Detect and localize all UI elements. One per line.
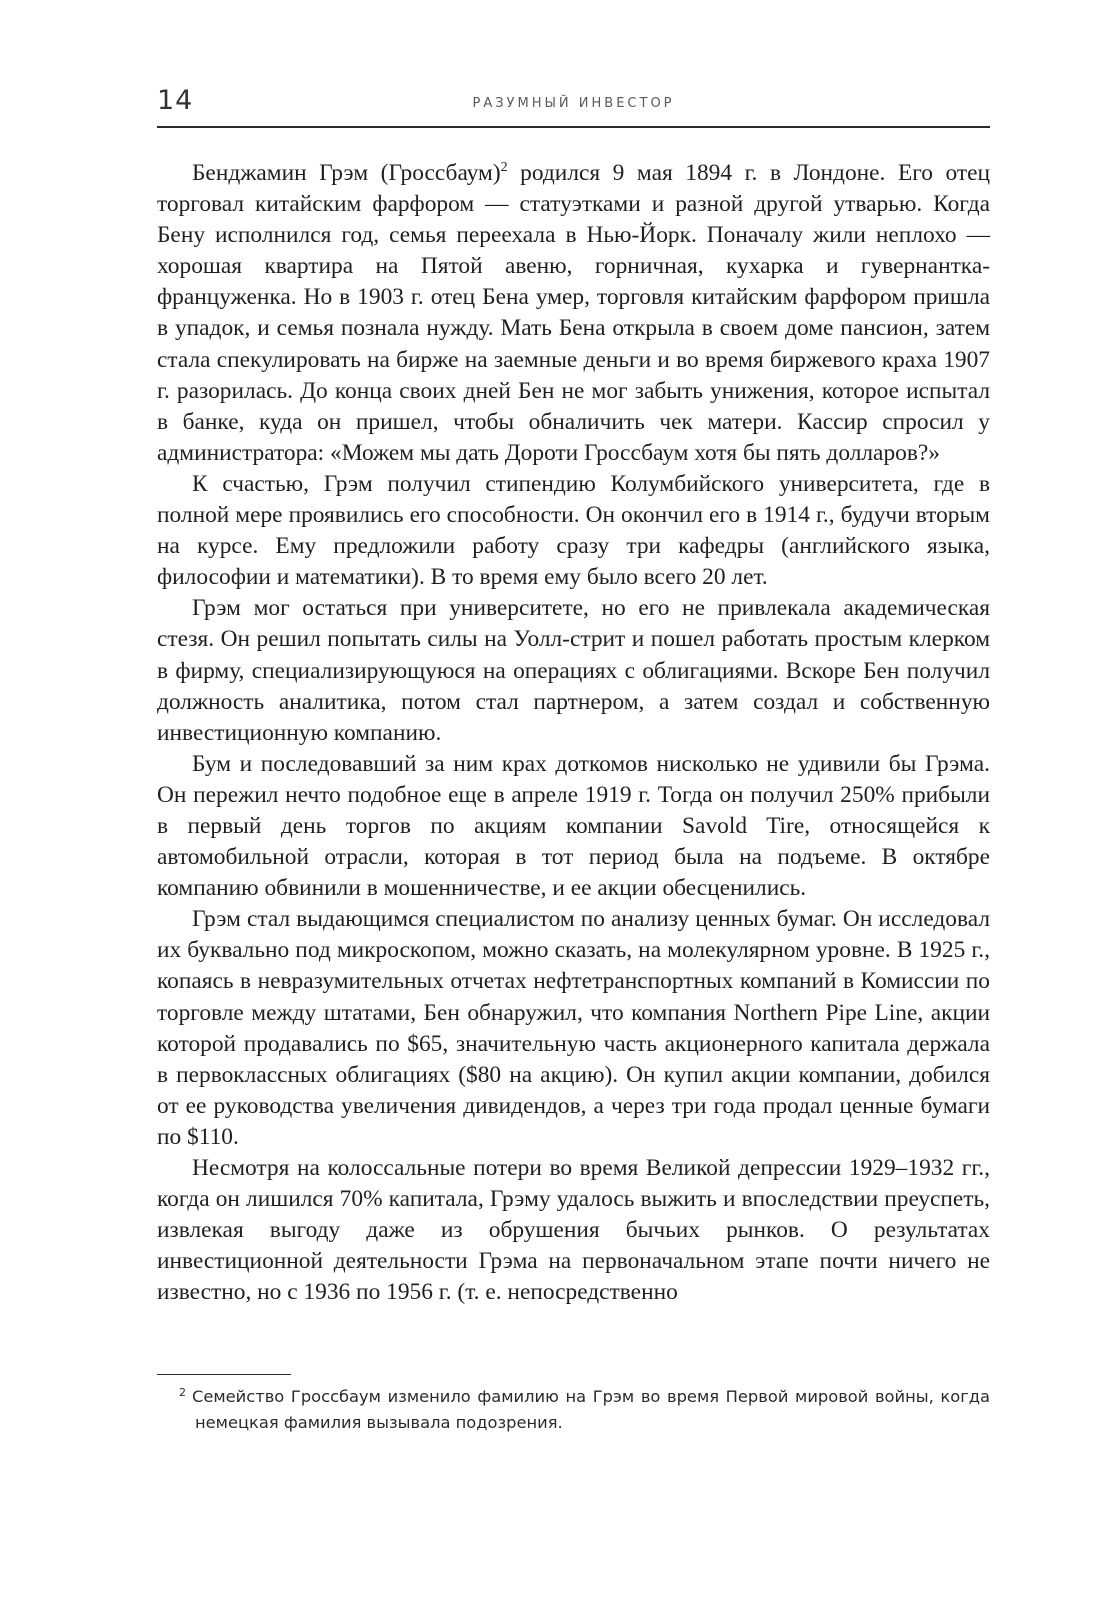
paragraph: Грэм стал выдающимся специалистом по анализу ценных бумаг. Он исследовал их буквально под микроскопом, можно сказать, на молекулярном уровне. В 1925 г., копаясь в невразумительных отчетах нефтетранспортных компаний в Комиссии по торговле между штатами, Бен обнаружил, что компания Northern Pipe Line, акции которой продавались по $65, значительную часть акционерного капитала держала в первоклассных облигациях ($80 на акцию). Он купил акции компании, добился от ее руководства увеличения дивидендов, а через три года продал ценные бумаги по $110.	[157, 906, 990, 1150]
paragraph: Грэм мог остаться при университете, но его не привлекала академическая стезя. Он решил попытать силы на Уолл-стрит и пошел работать простым клерком в фирму, специализирующуюся на операциях с облигациями. Вскоре Бен получил должность аналитика, потом стал партнером, а затем создал и собственную инвестиционную компанию.	[157, 595, 990, 746]
footnote-marker: 2	[179, 1385, 186, 1399]
paragraph: Бум и последовавший за ним крах доткомов нисколько не удивили бы Грэма. Он пережил нечто подобное еще в апреле 1919 г. Тогда он получил 250% прибыли в первый день торгов по акциям компании Savold Tire, относящейся к автомобильной отрасли, которая в тот период была на подъеме. В октябре компанию обвинили в мошенничестве, и ее акции обесценились.	[157, 750, 990, 902]
paragraph-text: родился 9 мая 1894 г. в Лондоне. Его отец торговал китайским фарфором — статуэтками и разной другой утварью. Когда Бену исполнился год, семья переехала в Нью-Йорк. Поначалу жили неплохо — хорошая квартира на Пятой авеню, горничная, кухарка и гувернантка-француженка. Но в 1903 г. отец Бена умер, торговля китайским фарфором пришла в упадок, и семья познала нужду. Мать Бена открыла в своем доме пансион, затем стала спекулировать на бирже на заемные деньги и во время биржевого краха 1907 г. разорилась. До конца своих дней Бен не мог забыть унижения, которое испытал в банке, куда он пришел, чтобы обналичить чек матери. Кассир спросил у администратора: «Можем мы дать Дороти Гроссбаум хотя бы пять долларов?»	[157, 160, 991, 466]
footnote-reference[interactable]: 2	[500, 160, 508, 176]
page-number: 14	[157, 85, 194, 116]
main-text	[157, 158, 990, 1308]
footnote-paragraph	[157, 1384, 990, 1436]
footnote-separator	[157, 1374, 291, 1375]
footnote	[157, 1384, 990, 1436]
paragraph: Несмотря на колоссальные потери во время Великой депрессии 1929–1932 гг., когда он лишился 70% капитала, Грэму удалось выжить и впоследствии преуспеть, извлекая выгоду даже из обрушения бычьих рынков. О результатах инвестиционной деятельности Грэма на первоначальном этапе почти ничего не известно, но с 1936 по 1956 г. (т. е. непосредственно	[157, 1155, 990, 1306]
footnote-text: Семейство Гроссбаум изменило фамилию на Грэм во время Первой мировой войны, когда немецкая фамилия вызывала подозрения.	[192, 1387, 990, 1432]
paragraph: К счастью, Грэм получил стипендию Колумбийского университета, где в полной мере проявились его способности. Он окончил его в 1914 г., будучи вторым на курсе. Ему предложили работу сразу три кафедры (английского языка, философии и математики). В то время ему было всего 20 лет.	[157, 470, 990, 591]
paragraph	[157, 158, 990, 469]
running-header	[157, 82, 990, 128]
book-title: РАЗУМНЫЙ ИНВЕСТОР	[472, 96, 675, 111]
paragraph-text: Бенджамин Грэм (Гроссбаум)	[192, 160, 501, 186]
